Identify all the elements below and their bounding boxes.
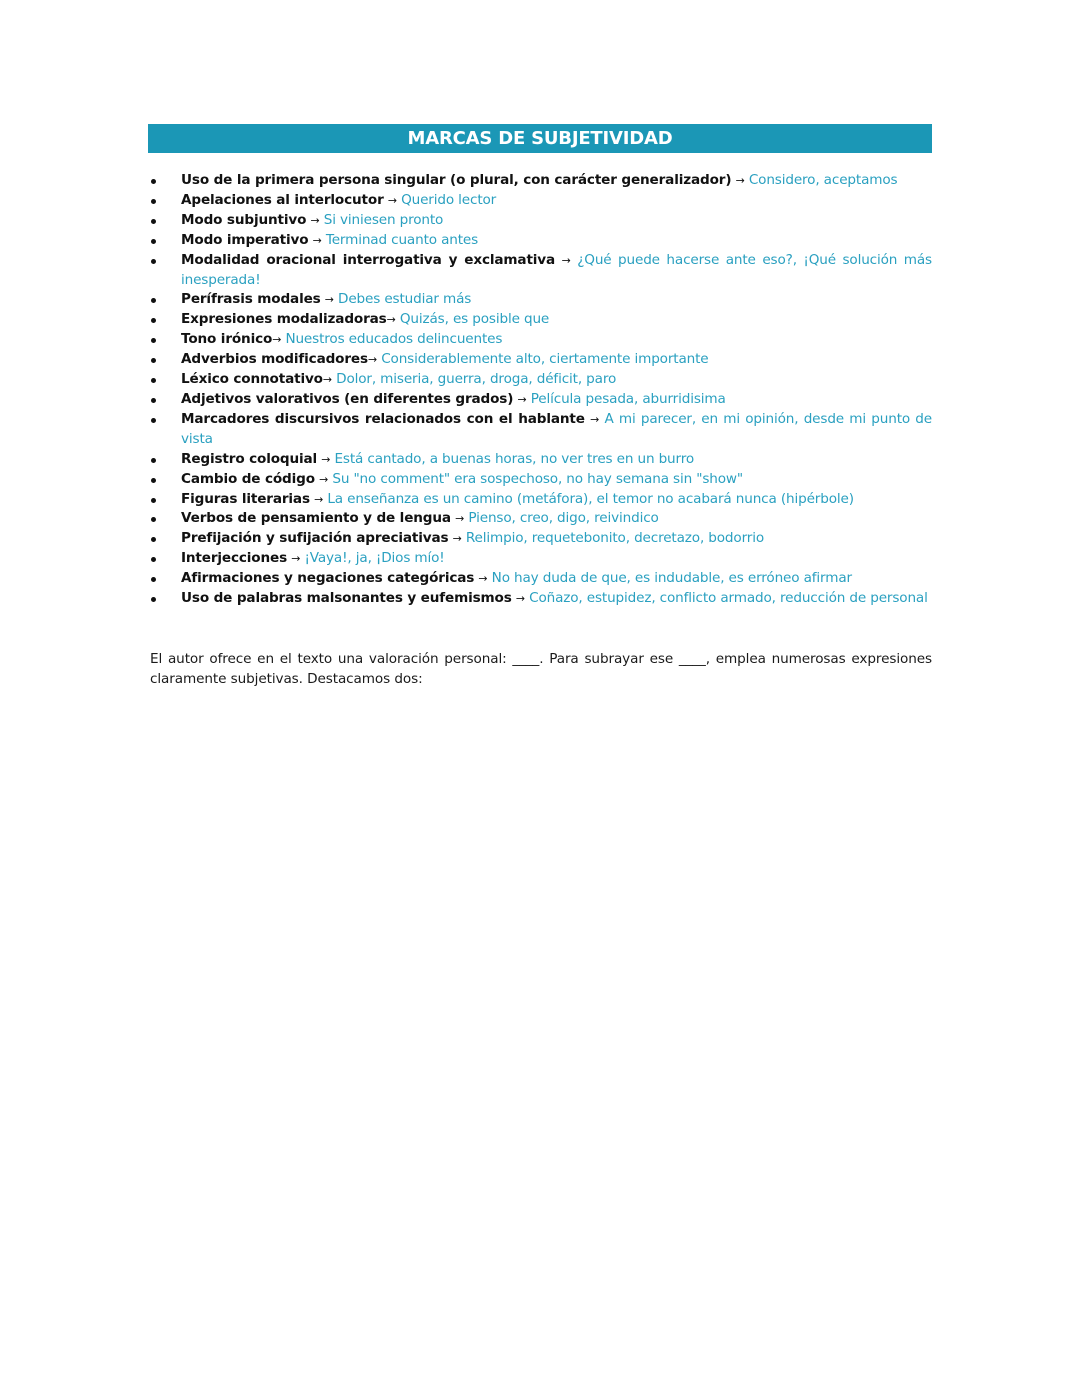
item-term: Registro coloquial	[181, 450, 318, 467]
arrow-icon: →	[314, 492, 324, 506]
item-term: Tono irónico	[181, 331, 273, 348]
item-term: Afirmaciones y negaciones categóricas	[181, 570, 475, 587]
item-example: Dolor, miseria, guerra, droga, déficit, paro	[336, 371, 617, 388]
arrow-icon: →	[735, 174, 745, 187]
item-term: Interjecciones	[181, 550, 288, 567]
list-item	[148, 171, 932, 191]
list-item	[148, 370, 932, 390]
item-term: Marcadores discursivos relacionados con el hablante	[181, 410, 585, 427]
list-item	[148, 450, 932, 470]
item-example: A mi parecer, en mi opinión, desde mi punto de vista	[181, 410, 933, 447]
list-item	[148, 191, 932, 211]
list-item	[148, 549, 932, 569]
list-item	[148, 231, 932, 251]
item-example: Debes estudiar más	[338, 291, 472, 308]
list-item	[148, 589, 932, 609]
item-example: Terminad cuanto antes	[325, 231, 479, 248]
item-term: Prefijación y sufijación apreciativas	[181, 530, 449, 547]
item-term: Apelaciones al interlocutor	[181, 191, 384, 208]
item-example: Si viniesen pronto	[323, 211, 444, 228]
list-item	[148, 330, 932, 350]
item-example: Está cantado, a buenas horas, no ver tres en un burro	[334, 450, 695, 467]
item-term: Figuras literarias	[181, 490, 310, 507]
item-term: Expresiones modalizadoras	[181, 311, 387, 328]
list-item	[148, 350, 932, 370]
subjectivity-marks-list	[148, 171, 932, 609]
item-term: Cambio de código	[181, 470, 315, 487]
item-example: ¿Qué puede hacerse ante eso?, ¡Qué solución más inesperada!	[181, 251, 932, 288]
arrow-icon: →	[324, 293, 334, 307]
arrow-icon: →	[310, 213, 320, 227]
arrow-icon: →	[291, 552, 301, 566]
list-item	[148, 251, 932, 291]
item-example: Película pesada, aburridisima	[530, 390, 726, 407]
arrow-icon: →	[319, 472, 329, 486]
arrow-icon: →	[561, 253, 571, 267]
item-example: Coñazo, estupidez, conflicto armado, reducción de personal	[529, 590, 928, 607]
arrow-icon: →	[386, 313, 396, 327]
item-example: Querido lector	[401, 191, 497, 208]
arrow-icon: →	[321, 452, 331, 466]
item-example: ¡Vaya!, ja, ¡Dios mío!	[304, 550, 445, 567]
body-paragraph: El autor ofrece en el texto una valoración personal: ____. Para subrayar ese ____, emplea numerosas expresiones claramente subjetivas. Destacamos dos:	[150, 650, 932, 687]
list-item	[148, 211, 932, 231]
arrow-icon: →	[590, 412, 600, 426]
item-term: Verbos de pensamiento y de lengua	[181, 510, 451, 527]
item-term: Adverbios modificadores	[181, 351, 368, 368]
list-item	[148, 410, 932, 450]
item-example: No hay duda de que, es indudable, es erróneo afirmar	[491, 570, 852, 587]
section-title-bar	[148, 124, 932, 153]
arrow-icon: →	[367, 353, 378, 367]
item-term: Léxico connotativo	[181, 371, 323, 388]
item-term: Modalidad oracional interrogativa y exclamativa	[181, 251, 556, 268]
list-item	[148, 390, 932, 410]
item-example: Pienso, creo, digo, reivindico	[468, 510, 659, 527]
item-term: Modo subjuntivo	[181, 211, 307, 228]
item-term: Modo imperativo	[181, 231, 309, 248]
arrow-icon: →	[272, 333, 282, 347]
item-example: Considerablemente alto, ciertamente importante	[381, 351, 709, 368]
list-item	[148, 509, 932, 529]
arrow-icon: →	[455, 512, 465, 526]
item-term: Uso de la primera persona singular (o plural, con carácter generalizador)	[181, 172, 732, 188]
list-item	[148, 569, 932, 589]
arrow-icon: →	[478, 572, 488, 586]
arrow-icon: →	[387, 193, 397, 207]
list-item	[148, 310, 932, 330]
item-example: Considero, aceptamos	[748, 172, 898, 188]
arrow-icon: →	[452, 532, 462, 546]
list-item	[148, 529, 932, 549]
arrow-icon: →	[322, 373, 332, 387]
document-page	[148, 124, 932, 703]
section-title: MARCAS DE SUBJETIVIDAD	[407, 128, 673, 149]
arrow-icon: →	[312, 233, 322, 247]
item-term: Perífrasis modales	[181, 291, 321, 308]
list-item	[148, 470, 932, 490]
list-item	[148, 490, 932, 510]
arrow-icon: →	[515, 592, 525, 606]
item-term: Adjetivos valorativos (en diferentes grados)	[181, 390, 514, 407]
item-example: Su "no comment" era sospechoso, no hay semana sin "show"	[332, 470, 743, 487]
arrow-icon: →	[517, 392, 527, 406]
list-item	[148, 290, 932, 310]
item-example: Relimpio, requetebonito, decretazo, bodorrio	[465, 530, 765, 547]
item-example: Quizás, es posible que	[399, 311, 550, 328]
item-example: La enseñanza es un camino (metáfora), el temor no acabará nunca (hipérbole)	[327, 490, 854, 507]
item-example: Nuestros educados delincuentes	[285, 331, 503, 348]
item-term: Uso de palabras malsonantes y eufemismos	[181, 590, 512, 607]
